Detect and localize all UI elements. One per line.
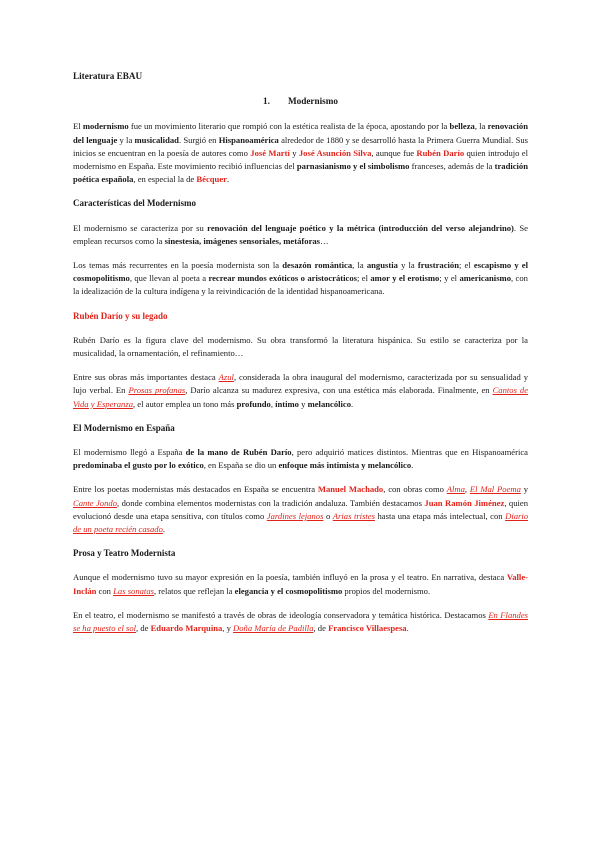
work-link-cantos[interactable]: Cantos de Vida y Esperanza	[73, 385, 529, 409]
author-name: Manuel Machado	[317, 484, 384, 495]
author-name: José Martí	[250, 147, 290, 158]
caracteristicas-paragraph-1: El modernismo se caracteriza por su renovación del lenguaje poético y la métrica (introducción del verso alejandrino). Se emplean recursos como la sinestesia, imágenes sensoriales, metáforas…	[73, 222, 528, 246]
work-link-jardines-lejanos[interactable]: Jardines lejanos	[266, 510, 324, 521]
heading-espana: El Modernismo en España	[73, 422, 175, 433]
document-body	[73, 70, 528, 646]
section-number: 1.	[263, 96, 270, 107]
document-title: Literatura EBAU	[73, 71, 143, 81]
section-heading	[73, 95, 528, 108]
work-link-en-flandes[interactable]: En Flandes se ha puesto el sol	[73, 609, 528, 634]
heading-caracteristicas: Características del Modernismo	[73, 198, 196, 209]
work-link-arias-tristes[interactable]: Arias tristes	[332, 510, 375, 521]
espana-paragraph-2: Entre los poetas modernistas más destacados en España se encuentra Manuel Machado, con obras como Alma, El Mal Poema y Cante Jondo, donde combina elementos modernistas con la tradición andaluza. También destacamos Juan Ramón Jiménez, quien evolucionó desde una etapa sensitiva, con títulos como Jardines lejanos o Arias tristes hasta una etapa más intelectual, con Diario de un poeta recién casado.	[73, 484, 529, 535]
work-link-las-sonatas[interactable]: Las sonatas	[113, 585, 154, 596]
author-name: Eduardo Marquina	[150, 623, 223, 634]
author-name: Rubén Darío	[416, 147, 465, 158]
author-name: Valle-Inclán	[73, 572, 528, 596]
caracteristicas-paragraph-2: Los temas más recurrentes en la poesía modernista son la desazón romántica, la angustia y la frustración; el escapismo y el cosmopolitismo, que llevan al poeta a recrear mundos exóticos o aristocráticos; el amor y el erotismo; y el americanismo, con la idealización de la cultura indígena y la reivindicación de la identidad hispanoamericana.	[73, 260, 529, 297]
dario-paragraph-1: Rubén Darío es la figura clave del modernismo. Su obra transformó la literatura hispánica. Su estilo se caracteriza por la musicalidad, la ornamentación, el refinamiento…	[73, 334, 528, 359]
heading-prosa-teatro: Prosa y Teatro Modernista	[73, 548, 176, 559]
work-link-prosas-profanas[interactable]: Prosas profanas	[128, 385, 186, 396]
work-link-alma[interactable]: Alma	[446, 484, 465, 495]
author-name: José Asunción Silva	[298, 147, 372, 158]
intro-paragraph: El modernismo fue un movimiento literario que rompió con la estética realista de la época, apostando por la belleza, la renovación del lenguaje y la musicalidad. Surgió en Hispanoamérica alrededor de 1880 y se desarrolló hasta la Primera Guerra Mundial. Sus inicios se encuentran en la poesía de autores como José Martí y José Asunción Silva, aunque fue Rubén Darío quien introdujo el modernismo en España. Este movimiento recibió influencias del parnasianismo y el simbolismo franceses, además de la tradición poética española, en especial la de Bécquer.	[73, 121, 529, 185]
work-link-el-mal-poema[interactable]: El Mal Poema	[469, 484, 521, 495]
author-name: Juan Ramón Jiménez	[424, 497, 505, 508]
work-link-cante-jondo[interactable]: Cante Jondo	[73, 497, 117, 508]
dario-paragraph-2: Entre sus obras más importantes destaca Azul, considerada la obra inaugural del modernismo, caracterizada por su sensualidad y lujo verbal. En Prosas profanas, Darío alcanza su madurez expresiva, con una estética más elaborada. Finalmente, en Cantos de Vida y Esperanza, el autor emplea un tono más profundo, íntimo y melancólico.	[73, 372, 529, 409]
work-link-diario[interactable]: Diario de un poeta recién casado	[73, 510, 529, 535]
heading-dario: Rubén Darío y su legado	[73, 310, 168, 321]
prosa-paragraph-1: Aunque el modernismo tuvo su mayor expresión en la poesía, también influyó en la prosa y el teatro. En narrativa, destaca Valle-Inclán con Las sonatas, relatos que reflejan la elegancia y el cosmopolitismo propios del modernismo.	[73, 572, 528, 596]
author-name: Francisco Villaespesa	[328, 623, 407, 634]
author-name: Bécquer	[196, 174, 227, 185]
prosa-paragraph-2: En el teatro, el modernismo se manifestó a través de obras de ideología conservadora y temática histórica. Destacamos En Flandes se ha puesto el sol, de Eduardo Marquina, y Doña María de Padilla, de Francisco Villaespesa.	[73, 609, 528, 634]
espana-paragraph-1: El modernismo llegó a España de la mano de Rubén Darío, pero adquirió matices distintos. Mientras que en Hispanoamérica predominaba el gusto por lo exótico, en España se dio un enfoque más intimista y melancólico.	[73, 447, 528, 471]
work-link-azul[interactable]: Azul	[218, 372, 234, 383]
work-link-dona-maria[interactable]: Doña María de Padilla	[233, 623, 314, 634]
section-title: Modernismo	[287, 96, 338, 107]
